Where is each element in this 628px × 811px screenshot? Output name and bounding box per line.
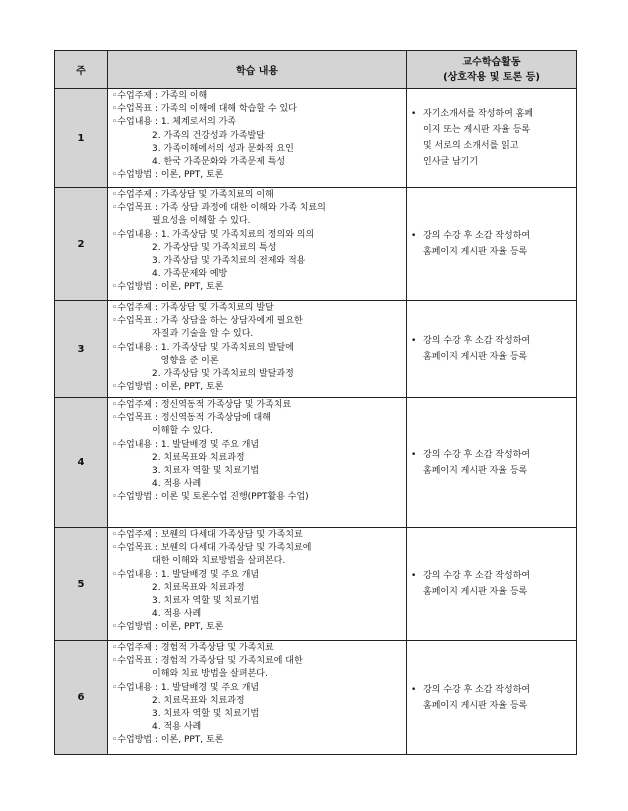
content-line: ◦수업주제 : 가족상담 및 가족치료의 발달 <box>112 303 274 313</box>
bullet-icon: • <box>411 449 417 460</box>
content-line: ◦수업목표 : 정신역동적 가족상담에 대해 <box>112 413 271 424</box>
content-line: 3. 가족이해에서의 성과 문화적 요인 <box>112 143 294 154</box>
activity-line: 인사글 남기기 <box>423 157 479 167</box>
week-content <box>108 528 407 641</box>
content-line: 2. 치료목표와 치료과정 <box>112 582 245 593</box>
content-line: ◦수업목표 : 가족 상담을 하는 상담자에게 필요한 <box>112 316 303 327</box>
content-line: ◦수업방법 : 이론, PPT, 토론 <box>112 170 224 181</box>
content-line: ◦수업방법 : 이론, PPT, 토론 <box>112 622 224 633</box>
week-activity <box>407 89 577 188</box>
content-line: 2. 치료목표와 치료과정 <box>112 452 245 463</box>
week-row <box>55 641 577 755</box>
activity-line: 자기소개서를 작성하여 홈페 <box>423 109 534 119</box>
week-row <box>55 528 577 641</box>
content-line: ◦수업내용 : 1. 가족상담 및 가족치료의 발달에 <box>112 342 294 353</box>
week-content <box>108 398 407 528</box>
bullet-icon: • <box>411 571 417 581</box>
content-line: 4. 한국 가족문화와 가족문제 특성 <box>112 157 286 168</box>
week-row <box>55 188 577 301</box>
activity-line: 홈페이지 게시판 자율 등록 <box>423 247 528 257</box>
content-line: ◦수업내용 : 1. 발달배경 및 주요 개념 <box>112 569 260 580</box>
bullet-icon: • <box>411 109 417 119</box>
content-line: ◦수업방법 : 이론, PPT, 토론 <box>112 282 224 293</box>
week-row <box>55 89 577 188</box>
content-line: ◦수업주제 : 가족의 이해 <box>112 91 208 101</box>
header-activity <box>407 51 577 89</box>
activity-line: 홈페이지 게시판 자율 등록 <box>423 587 528 597</box>
week-row <box>55 301 577 398</box>
content-line: 2. 치료목표와 치료과정 <box>112 695 245 706</box>
content-line: 2. 가족의 건강성과 가족발달 <box>112 130 265 141</box>
activity-line: 강의 수강 후 소감 작성하여 <box>423 449 531 460</box>
content-line: 4. 적용 사례 <box>112 479 202 490</box>
content-line: ◦수업내용 : 1. 발달배경 및 주요 개념 <box>112 439 260 450</box>
content-line: 3. 치료자 역할 및 치료기법 <box>112 709 260 720</box>
activity-line: 이지 또는 게시판 자율 등록 <box>423 125 531 135</box>
content-line: 2. 가족상담 및 가족치료의 발달과정 <box>112 369 294 380</box>
activity-line: 및 서로의 소개서를 읽고 <box>423 141 519 151</box>
week-row <box>55 398 577 528</box>
content-line: ◦수업목표 : 가족 상담 과정에 대한 이해와 가족 치료의 <box>112 203 326 214</box>
week-content <box>108 188 407 301</box>
activity-line: 홈페이지 게시판 자율 등록 <box>423 352 528 362</box>
header-content: 학습 내용 <box>108 51 407 89</box>
week-activity <box>407 188 577 301</box>
content-line: 4. 적용 사례 <box>112 722 202 733</box>
content-line: ◦수업내용 : 1. 가족상담 및 가족치료의 정의와 의의 <box>112 229 315 240</box>
bullet-icon: • <box>411 231 417 241</box>
week-number: 4 <box>55 398 108 528</box>
week-number: 5 <box>55 528 108 641</box>
bullet-icon: • <box>411 684 417 695</box>
content-line: ◦수업주제 : 보웬의 다세대 가족상담 및 가족치료 <box>112 530 303 540</box>
content-line: ◦수업방법 : 이론 및 토론수업 진행(PPT활용 수업) <box>112 492 309 503</box>
activity-line: 강의 수강 후 소감 작성하여 <box>423 571 531 581</box>
content-line: 영향을 준 이론 <box>112 355 219 366</box>
week-number: 2 <box>55 188 108 301</box>
content-line: ◦수업목표 : 보웬의 다세대 가족상담 및 가족치료에 <box>112 543 312 554</box>
week-activity <box>407 528 577 641</box>
content-line: ◦수업내용 : 1. 발달배경 및 주요 개념 <box>112 682 260 693</box>
week-number: 3 <box>55 301 108 398</box>
week-number: 6 <box>55 641 108 755</box>
header-activity-line2: (상호작용 및 토론 등) <box>443 71 540 83</box>
activity-line: 강의 수강 후 소감 작성하여 <box>423 684 531 695</box>
content-line: ◦수업주제 : 가족상담 및 가족치료의 이해 <box>112 190 274 200</box>
content-line: ◦수업주제 : 경험적 가족상담 및 가족치료 <box>112 643 274 653</box>
content-line: ◦수업방법 : 이론, PPT, 토론 <box>112 382 224 393</box>
content-line: ◦수업내용 : 1. 체계로서의 가족 <box>112 117 237 128</box>
header-row <box>55 51 577 89</box>
content-line: 3. 치료자 역할 및 치료기법 <box>112 466 260 477</box>
content-line: ◦수업방법 : 이론, PPT, 토론 <box>112 735 224 746</box>
content-line: 3. 가족상담 및 가족치료의 전제와 적용 <box>112 256 306 267</box>
week-activity <box>407 398 577 528</box>
week-activity <box>407 301 577 398</box>
content-line: ◦수업주제 : 정신역동적 가족상담 및 가족치료 <box>112 400 292 410</box>
content-line: 대한 이해와 치료방법을 살펴본다. <box>112 556 286 567</box>
activity-line: 홈페이지 게시판 자율 등록 <box>423 700 528 711</box>
activity-line: 강의 수강 후 소감 작성하여 <box>423 231 531 241</box>
week-content <box>108 89 407 188</box>
week-content <box>108 641 407 755</box>
content-line: 이해할 수 있다. <box>112 426 213 437</box>
content-line: 4. 가족문제와 예방 <box>112 269 228 280</box>
content-line: 4. 적용 사례 <box>112 609 202 620</box>
activity-line: 강의 수강 후 소감 작성하여 <box>423 336 531 346</box>
content-line: 필요성을 이해할 수 있다. <box>112 216 251 227</box>
syllabus-table <box>54 50 577 755</box>
content-line: ◦수업목표 : 경험적 가족상담 및 가족치료에 대한 <box>112 656 303 667</box>
content-line: 3. 치료자 역할 및 치료기법 <box>112 596 260 607</box>
activity-line: 홈페이지 게시판 자율 등록 <box>423 465 528 476</box>
content-line: 이해와 치료 방법을 살펴본다. <box>112 669 268 680</box>
bullet-icon: • <box>411 336 417 346</box>
week-content <box>108 301 407 398</box>
content-line: ◦수업목표 : 가족의 이해에 대해 학습할 수 있다 <box>112 104 297 115</box>
content-line: 자질과 기술을 알 수 있다. <box>112 329 254 340</box>
content-line: 2. 가족상담 및 가족치료의 특성 <box>112 242 277 253</box>
week-number: 1 <box>55 89 108 188</box>
header-week: 주 <box>55 51 108 89</box>
week-activity <box>407 641 577 755</box>
header-activity-line1: 교수학습활동 <box>462 56 521 68</box>
